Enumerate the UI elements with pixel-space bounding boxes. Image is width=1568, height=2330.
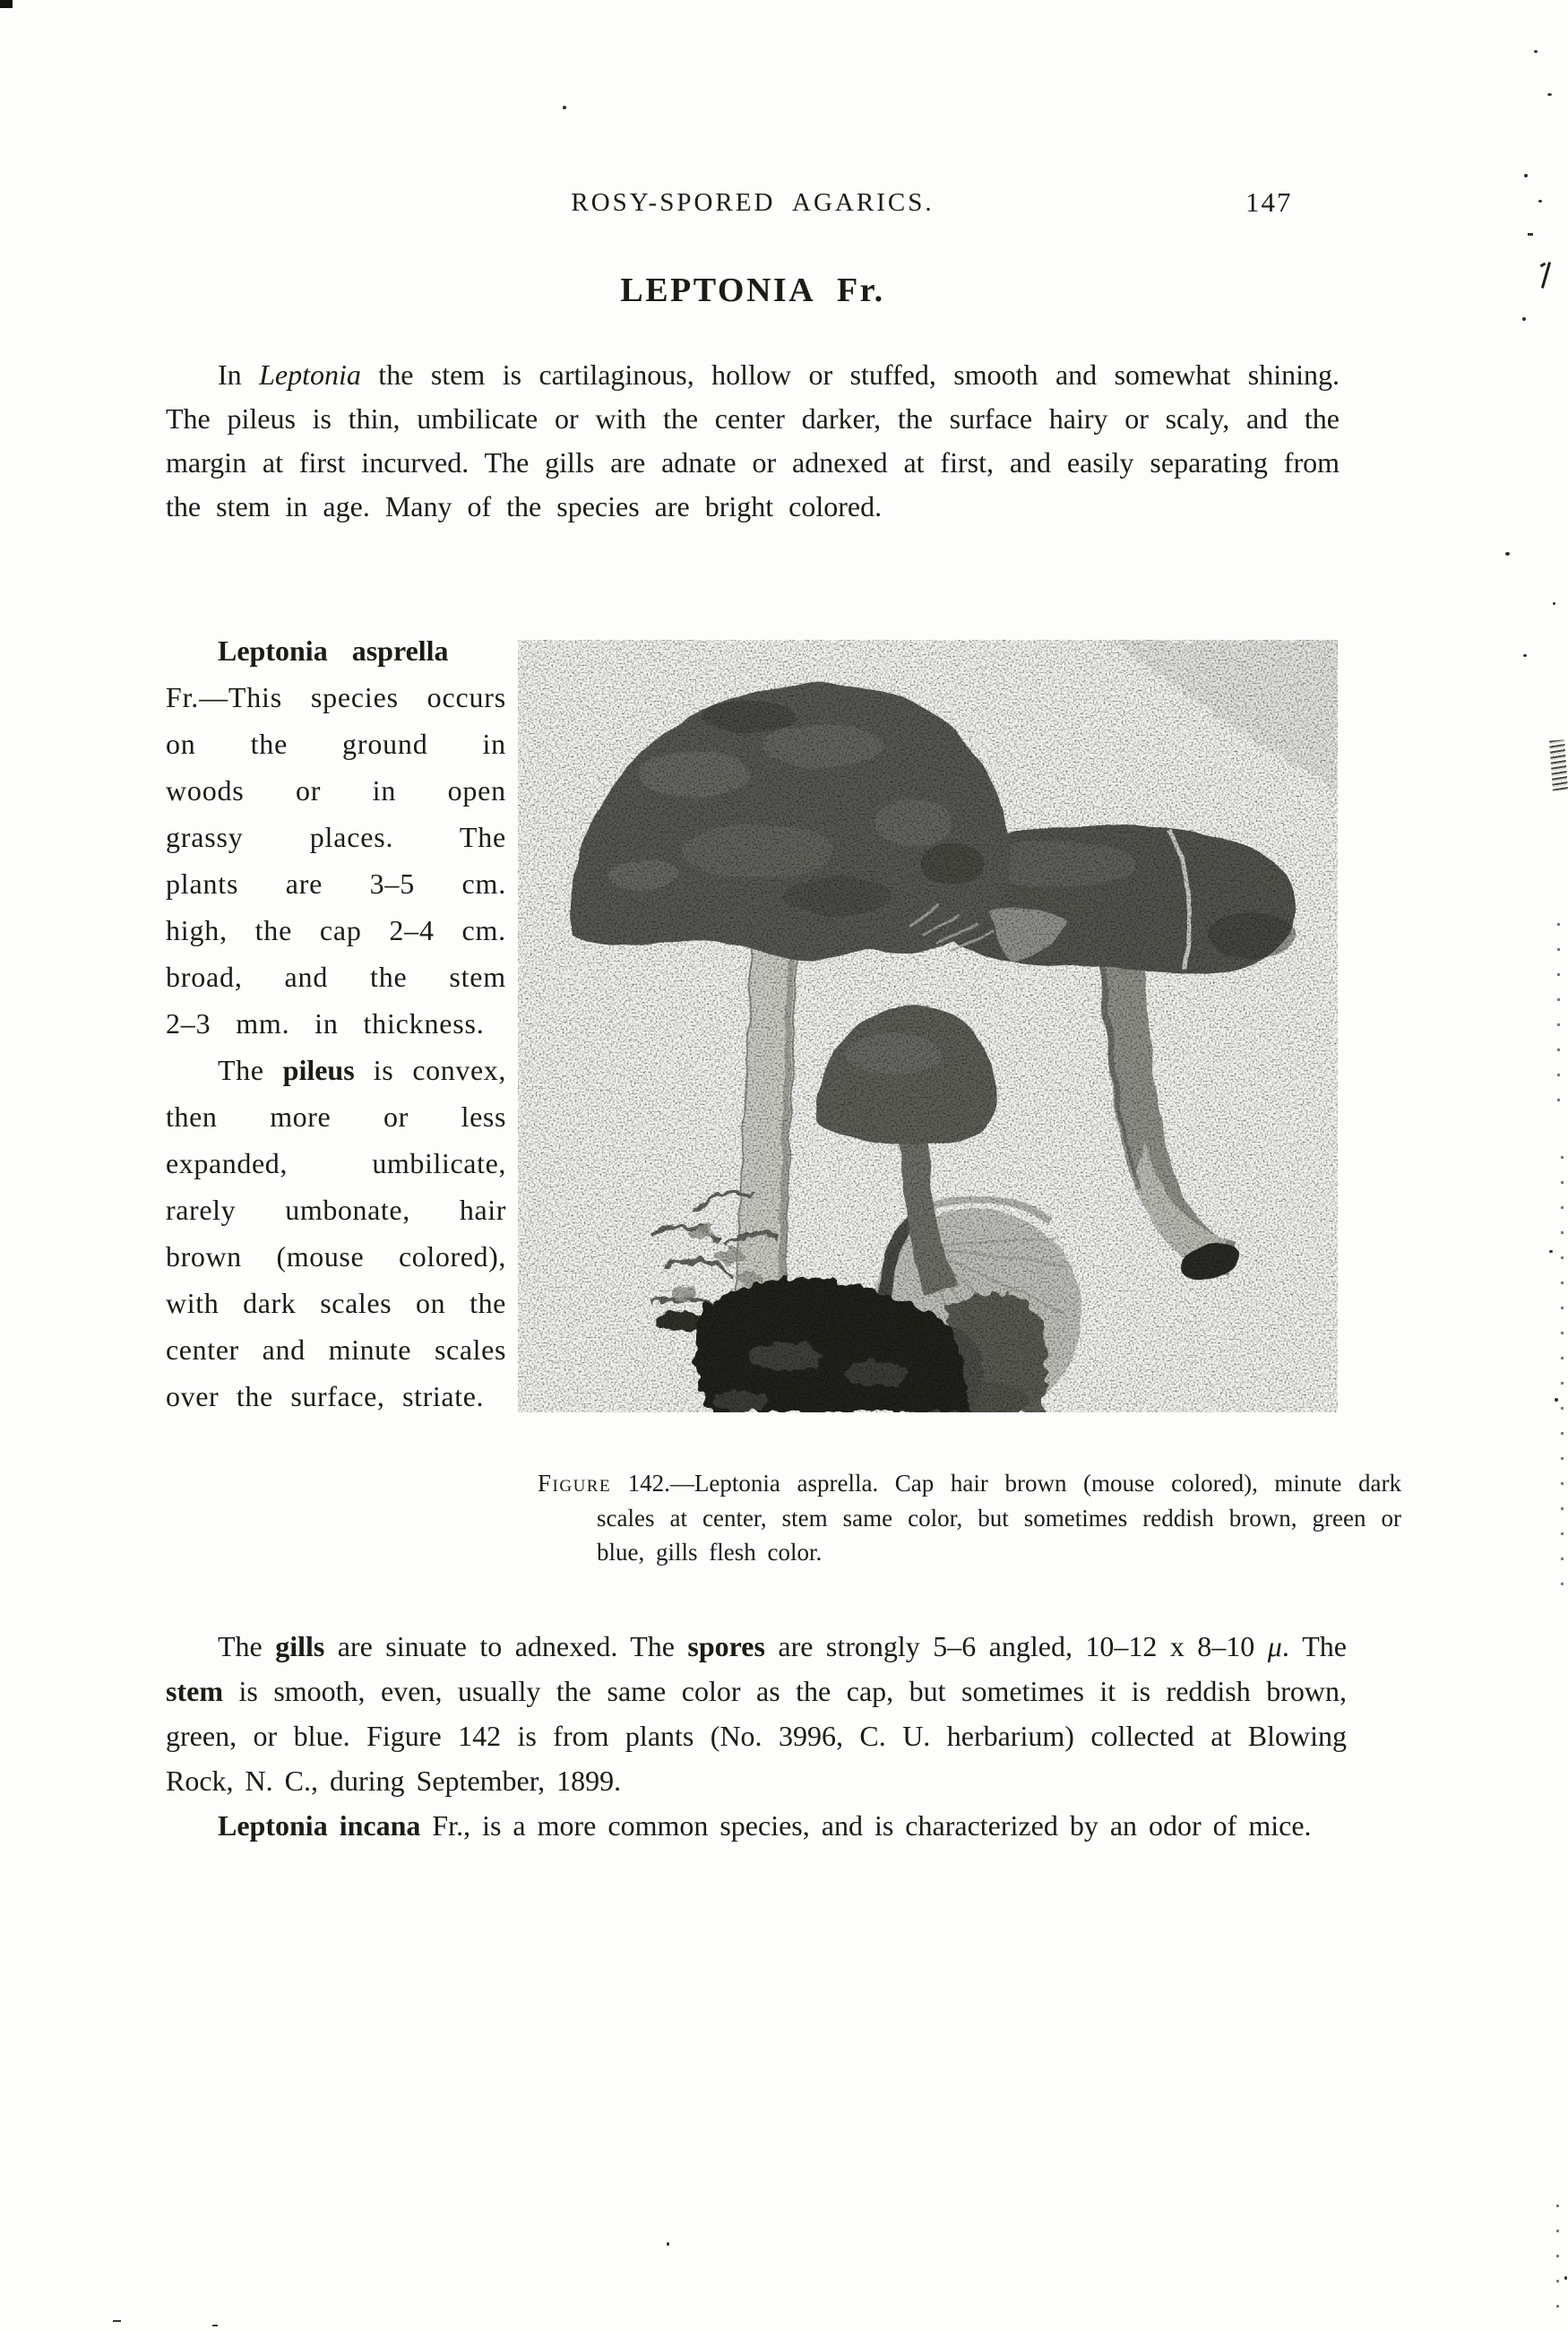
species-description-paragraph xyxy=(166,627,506,1047)
gills-spores-stem-paragraph xyxy=(166,1624,1347,1803)
gills-term-bold: gills xyxy=(275,1630,325,1662)
stem-term-bold: stem xyxy=(166,1675,223,1707)
scan-speck xyxy=(1524,174,1528,177)
mu-symbol-italic: μ xyxy=(1267,1630,1282,1662)
body-text: Fr., is a more common species, and is characterized by an odor of mice. xyxy=(420,1809,1312,1842)
scan-dotted-line xyxy=(1557,923,1560,1102)
scan-speck xyxy=(1505,552,1510,556)
body-text: are sinuate to adnexed. The xyxy=(324,1630,688,1662)
page-number: 147 xyxy=(1245,186,1293,218)
scan-artifact-mark xyxy=(1539,260,1552,290)
spores-term-bold: spores xyxy=(687,1630,765,1662)
figure-142-photo xyxy=(518,640,1338,1412)
scan-speck xyxy=(1549,1250,1553,1253)
scan-speck xyxy=(1534,50,1538,53)
left-column xyxy=(166,627,506,1420)
body-text: The xyxy=(218,1630,276,1662)
scan-dotted-line xyxy=(1561,1156,1564,1604)
intro-text-before: In xyxy=(218,358,260,391)
scan-speck xyxy=(1523,654,1527,657)
body-text: are strongly 5–6 angled, 10–12 x 8–10 xyxy=(764,1630,1268,1662)
scan-speck xyxy=(1538,200,1542,203)
leptonia-incana-paragraph xyxy=(166,1803,1347,1848)
figure-caption-text: 142.—Leptonia asprella. Cap hair brown (mouse colored), minute dark scales at center, stem same color, but sometimes reddish brown, green or blue, gills flesh color. xyxy=(597,1470,1401,1566)
intro-paragraph xyxy=(166,353,1340,529)
pileus-text-1: The xyxy=(218,1054,283,1086)
incana-species-bold: Leptonia incana xyxy=(218,1809,421,1842)
running-title: ROSY-SPORED AGARICS. xyxy=(571,188,935,217)
species-description-text: Fr.—This species occurs on the ground in woods or in open grassy places. The plants are 3–5 cm. high, the cap 2–4 cm. broad, and the stem 2–3 mm. in thickness. xyxy=(166,681,506,1040)
scan-speck xyxy=(1564,2276,1567,2280)
halftone-grain xyxy=(518,640,1338,1412)
scan-speck xyxy=(1522,317,1526,321)
genus-name-italic: Leptonia xyxy=(259,358,361,391)
body-text: . The xyxy=(1281,1630,1348,1662)
scan-speck xyxy=(113,2320,121,2322)
body-text: is smooth, even, usually the same color as the cap, but sometimes it is reddish brown, green, or blue. Figure 142 is from plants (No. 3996, C. U. herbarium) collected at Blowing Rock, N. C., during September, 1899. xyxy=(166,1675,1347,1797)
scan-dotted-line xyxy=(1556,2205,1559,2330)
figure-label: Figure xyxy=(538,1470,612,1497)
scan-artifact-corner xyxy=(0,0,13,8)
bottom-text-block xyxy=(166,1624,1347,1848)
pileus-paragraph xyxy=(166,1047,506,1420)
scan-smudge xyxy=(1549,739,1568,790)
scan-speck xyxy=(212,2325,218,2326)
intro-text-after: the stem is cartilaginous, hollow or stuffed, smooth and somewhat shining. The pileus is thin, umbilicate or with the center darker, the surface hairy or scaly, and the margin at first incurved. The gills are adnate or adnexed at first, and easily separating from the stem in age. Many of the species are bright colored. xyxy=(166,358,1340,522)
scan-speck xyxy=(1547,93,1552,96)
figure-caption xyxy=(538,1466,1401,1570)
scan-speck xyxy=(1553,602,1555,605)
section-title: LEPTONIA Fr. xyxy=(620,272,885,309)
scan-speck xyxy=(1528,233,1533,236)
species-name-bold: Leptonia asprella xyxy=(218,634,449,667)
pileus-text-2: is convex, then more or less expanded, umbilicate, rarely umbonate, hair brown (mouse colored), with dark scales on the center and minute scales over the surface, striate. xyxy=(166,1054,506,1412)
scan-speck xyxy=(1555,1398,1558,1402)
scan-speck xyxy=(667,2242,669,2246)
pileus-term-bold: pileus xyxy=(282,1054,355,1086)
scan-speck xyxy=(563,106,566,109)
